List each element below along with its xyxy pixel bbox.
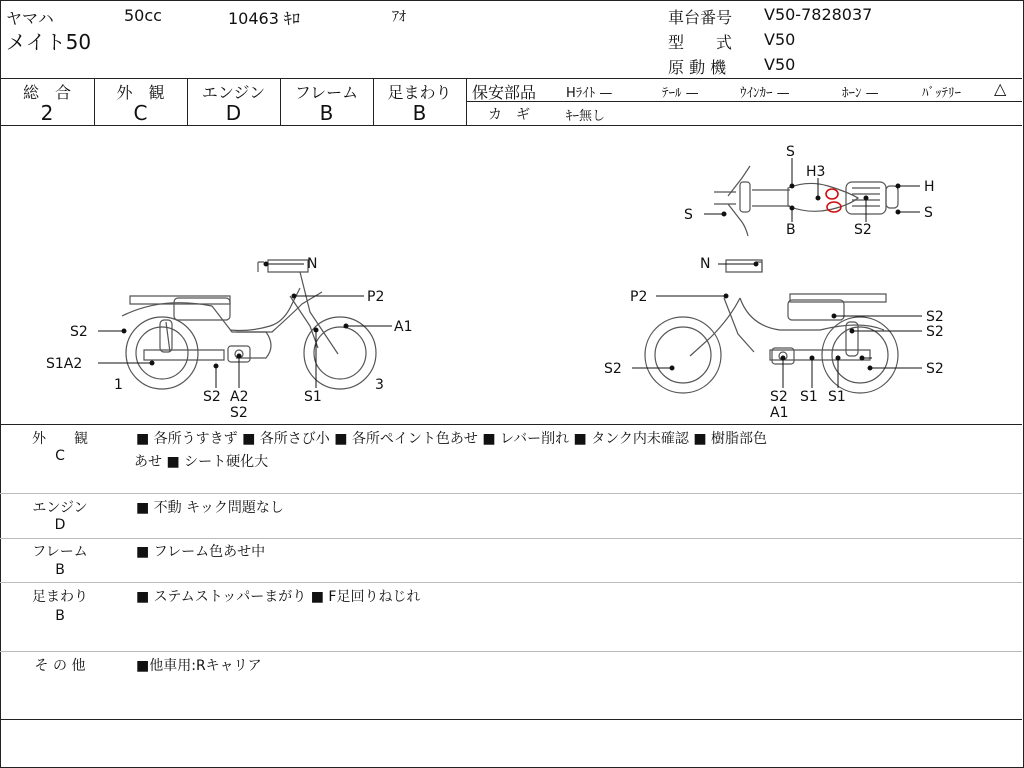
label-left-s1a2: S1A2	[46, 356, 83, 372]
score-value-suspension: B	[412, 101, 427, 125]
label-top-s-right: S	[924, 205, 933, 221]
divider	[0, 719, 1022, 720]
label-right-s1-a: S1	[800, 389, 818, 405]
label-left-n: N	[307, 256, 318, 272]
label-top-h3: H3	[806, 164, 826, 180]
label-top-h: H	[924, 179, 935, 195]
note-text-frame: ■ フレーム色あせ中	[136, 544, 266, 560]
label-left-a2: A2	[230, 389, 249, 405]
note-text-suspension: ■ ステムストッパーまがり ■ F足回りねじれ	[136, 589, 421, 605]
label-left-s1: S1	[304, 389, 322, 405]
frame-number-value: V50-7828037	[764, 5, 873, 24]
note-label-other: そ の 他	[34, 658, 86, 674]
label-right-s2-front: S2	[604, 361, 622, 377]
safety-headlight: Hﾗｲﾄ —	[566, 86, 613, 101]
score-label-engine: エンジン	[201, 83, 266, 102]
color: ｱｵ	[392, 9, 406, 25]
divider	[0, 493, 1022, 494]
score-value-overall: 2	[40, 101, 54, 125]
label-top-s: S	[786, 144, 795, 160]
note-text-engine: ■ 不動 キック問題なし	[136, 500, 284, 516]
note-label-frame: フレーム	[32, 544, 88, 560]
safety-label: 保安部品	[472, 83, 537, 102]
label-left-3: 3	[375, 377, 384, 393]
key-value: ｷｰ無し	[566, 109, 606, 124]
note-text-exterior-cont: あせ ■ シート硬化大	[134, 454, 269, 470]
label-right-a1: A1	[770, 405, 789, 421]
safety-taillight: ﾃｰﾙ —	[662, 86, 699, 101]
note-label-exterior: 外 観	[32, 431, 88, 447]
type-value: V50	[764, 30, 796, 49]
divider	[0, 538, 1022, 539]
label-right-s2-bottom: S2	[770, 389, 788, 405]
engine-label: 原 動 機	[668, 58, 727, 77]
label-top-b: B	[786, 222, 796, 238]
score-value-frame: B	[319, 101, 334, 125]
note-grade-frame: B	[55, 562, 65, 578]
label-left-1: 1	[114, 377, 123, 393]
note-label-engine: エンジン	[32, 500, 88, 516]
safety-battery: ﾊﾞｯﾃﾘｰ	[922, 86, 961, 101]
score-label-overall: 総 合	[22, 83, 71, 102]
label-left-s2c: S2	[230, 405, 248, 421]
frame-number-label: 車台番号	[668, 8, 733, 27]
label-right-s1-b: S1	[828, 389, 846, 405]
battery-mark: △	[994, 79, 1007, 98]
label-left-s2b: S2	[203, 389, 221, 405]
divider	[0, 651, 1022, 652]
safety-horn: ﾎｰﾝ —	[842, 86, 879, 101]
mileage: 10463 ｷﾛ	[228, 9, 300, 28]
note-grade-exterior: C	[55, 448, 65, 464]
score-label-suspension: 足まわり	[387, 83, 452, 102]
model-name: メイト50	[6, 30, 92, 54]
note-text-exterior: ■ 各所うすきず ■ 各所さび小 ■ 各所ペイント色あせ ■ レバー削れ ■ タンク内未確認 ■ 樹脂部色	[136, 431, 768, 447]
label-right-s2-lower: S2	[926, 361, 944, 377]
label-left-s2: S2	[70, 324, 88, 340]
label-right-s2-upper: S2	[926, 309, 944, 325]
label-top-s2: S2	[854, 222, 872, 238]
note-grade-suspension: B	[55, 608, 65, 624]
score-value-exterior: C	[133, 101, 148, 125]
note-text-other: ■他車用:Rキャリア	[136, 658, 262, 674]
label-top-s-left: S	[684, 207, 693, 223]
right-side-view-outline	[645, 260, 898, 393]
note-grade-engine: D	[54, 517, 66, 533]
key-label: カ ギ	[488, 107, 530, 123]
score-label-exterior: 外 観	[116, 83, 165, 102]
label-right-p2: P2	[630, 289, 648, 305]
divider	[0, 582, 1022, 583]
type-label: 型 式	[668, 33, 733, 52]
note-label-suspension: 足まわり	[32, 589, 88, 605]
label-left-a1: A1	[394, 319, 413, 335]
engine-value: V50	[764, 55, 796, 74]
label-right-n: N	[700, 256, 711, 272]
score-value-engine: D	[225, 101, 242, 125]
safety-winker: ｳｲﾝｶｰ —	[740, 86, 790, 101]
left-side-view-outline	[122, 260, 376, 389]
maker: ヤマハ	[6, 9, 54, 28]
label-right-s2-middle: S2	[926, 324, 944, 340]
displacement: 50cc	[124, 6, 162, 25]
score-label-frame: フレーム	[294, 83, 359, 102]
label-left-p2: P2	[367, 289, 385, 305]
